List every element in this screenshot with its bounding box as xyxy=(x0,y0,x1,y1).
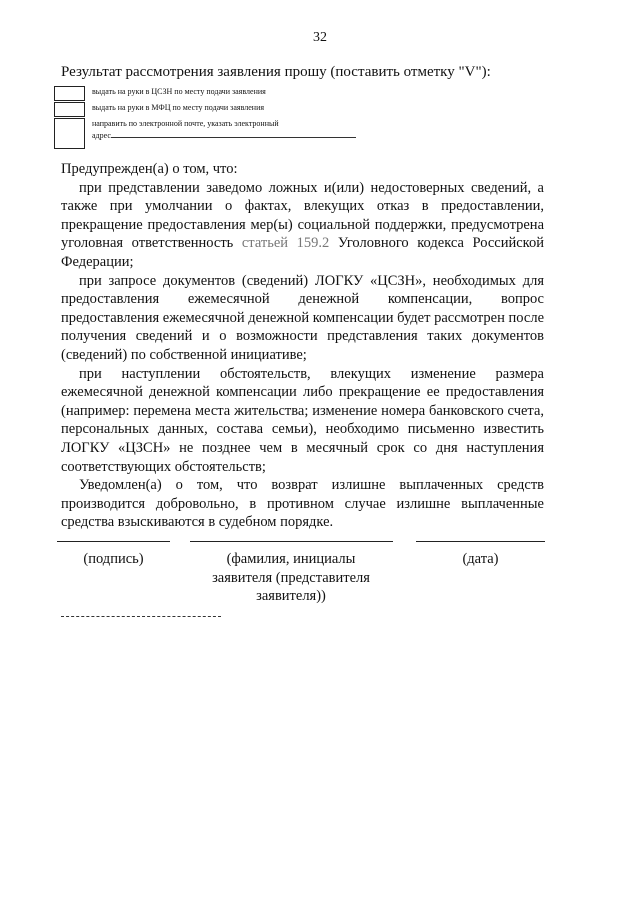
warning-text: Уголовного кодекса Российской Федерации; xyxy=(61,235,544,270)
option-checkbox[interactable] xyxy=(54,102,85,117)
signature-line[interactable] xyxy=(57,541,170,542)
date-line[interactable] xyxy=(416,541,545,542)
option-checkbox[interactable] xyxy=(54,86,85,101)
name-caption: (фамилия, инициалы заявителя (представителя заявителя)) xyxy=(212,551,370,604)
option-checkbox[interactable] xyxy=(54,118,85,149)
result-title: Результат рассмотрения заявления прошу (поставить отметку "V"): xyxy=(61,64,491,80)
option-label: выдать на руки в ЦСЗН по месту подачи заявления xyxy=(92,87,266,96)
result-options xyxy=(54,86,354,140)
warning-paragraph-1 xyxy=(61,179,544,272)
address-label: адрес xyxy=(92,131,111,140)
option-row-mfc[interactable] xyxy=(54,102,354,116)
name-line[interactable] xyxy=(190,541,393,542)
date-caption: (дата) xyxy=(462,551,499,567)
address-underline xyxy=(111,130,356,138)
page-number: 32 xyxy=(313,30,327,45)
warning-paragraph-2: при запросе документов (сведений) ЛОГКУ «ЦСЗН», необходимых для предоставления ежемесячной денежной компенсации, вопрос предоставления ежемесячной денежной компенсации будет рассмотрен после получения сведений и о возможности представления таких документов (сведений) по собственной инициативе; xyxy=(61,272,544,363)
notice-paragraph: Уведомлен(а) о том, что возврат излишне выплаченных средств производится добровольно, в противном случае излишне выплаченные средства взыскиваются в судебном порядке. xyxy=(61,477,544,531)
option-label: направить по электронной почте, указать электронный xyxy=(92,119,279,128)
signature-caption: (подпись) xyxy=(83,551,144,567)
footnote-separator xyxy=(61,616,221,617)
warning-paragraph-3: при наступлении обстоятельств, влекущих изменение размера ежемесячной денежной компенсации либо прекращение ее предоставления (например: перемена места жительства; изменение номера банковского счета, персональных данных, состава семьи), необходимо письменно известить ЛОГКУ «ЦЗСН» не позднее чем в месячный срок со дня наступления соответствующих обстоятельств; xyxy=(61,365,544,475)
option-label: выдать на руки в МФЦ по месту подачи заявления xyxy=(92,103,265,112)
email-address-field[interactable] xyxy=(92,130,356,140)
warning-heading: Предупрежден(а) о том, что: xyxy=(61,161,238,177)
option-row-csszn[interactable] xyxy=(54,86,354,100)
article-reference: статьей 159.2 xyxy=(241,235,330,252)
warning-text: при представлении заведомо ложных и(или) недостоверных сведений, а также при умолчании о фактах, влекущих отказ в предоставлении, прекращение предоставления мер(ы) социальной поддержки, предусмотрена уголовная ответственность xyxy=(61,179,544,252)
warning-section xyxy=(61,160,544,532)
